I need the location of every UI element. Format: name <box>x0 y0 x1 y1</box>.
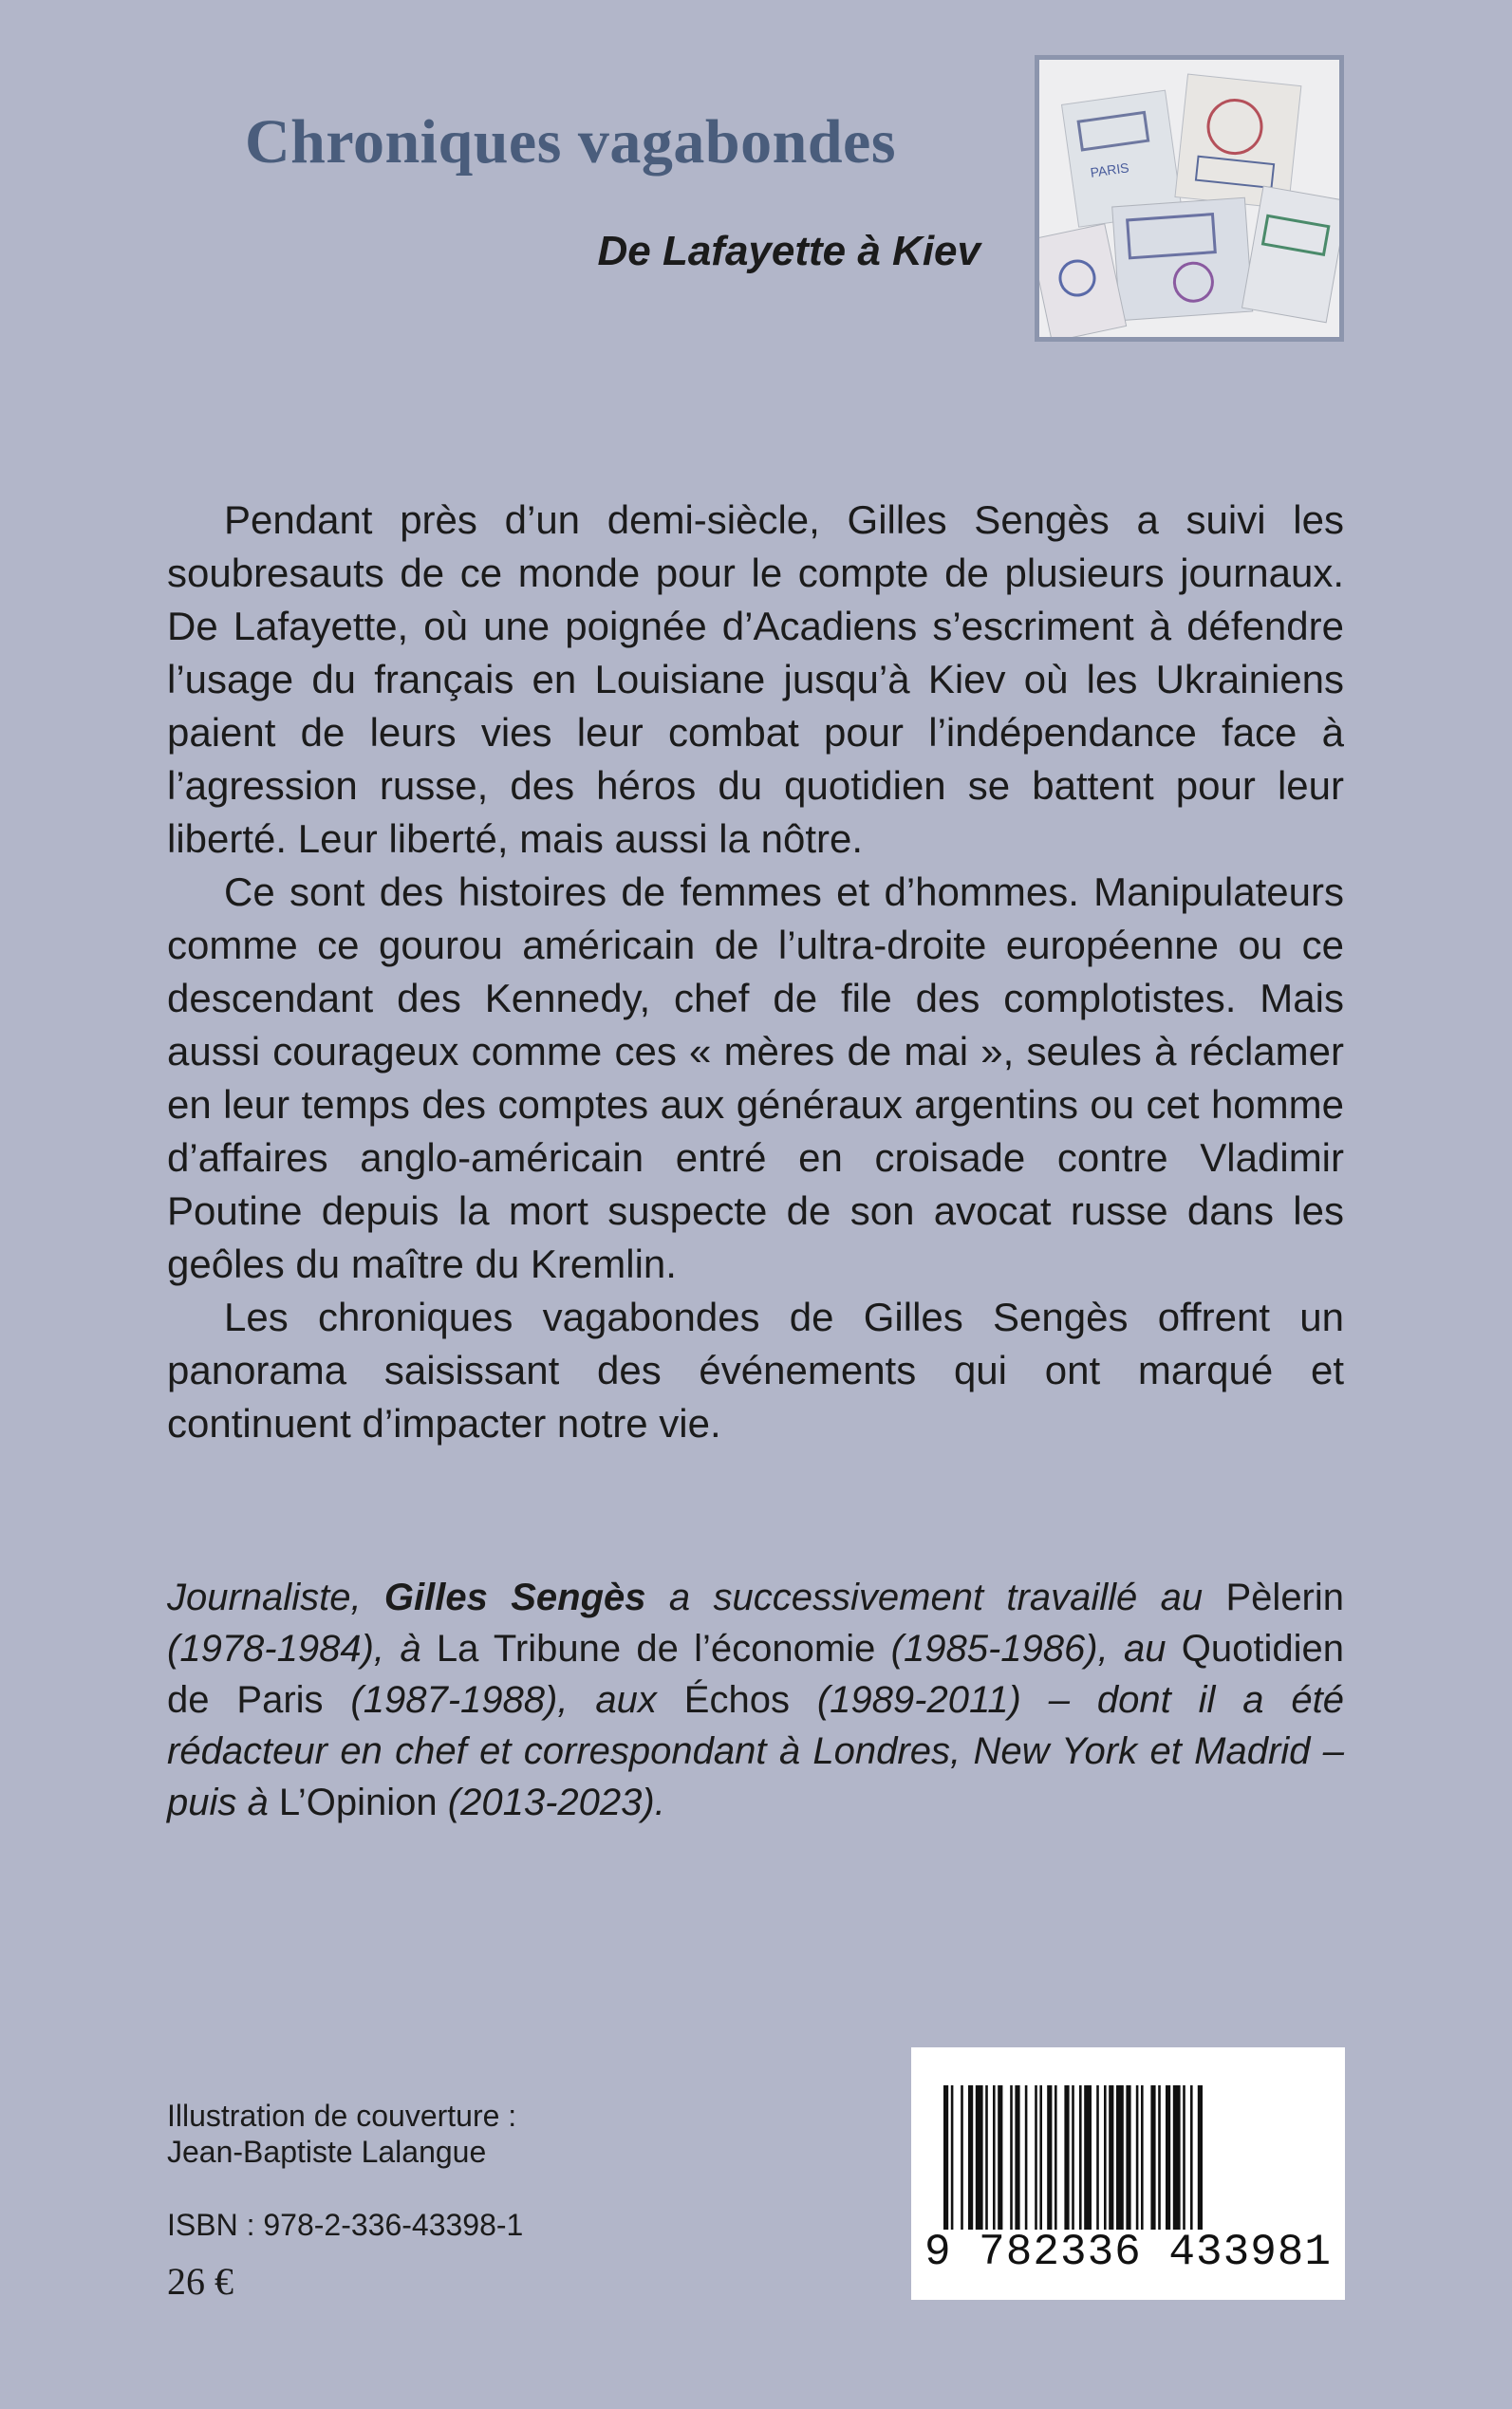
barcode-bar <box>1096 2085 1099 2230</box>
bio-text: (2013-2023). <box>437 1782 665 1823</box>
barcode-bar <box>1183 2085 1185 2230</box>
barcode-bar <box>998 2085 1002 2230</box>
book-subtitle: De Lafayette à Kiev <box>597 228 980 274</box>
author-bio <box>167 1572 1344 1828</box>
blurb-paragraph: Les chroniques vagabondes de Gilles Sengès offrent un panorama saisissant des événements qui ont marqué et continuent d’impacter notre vie. <box>167 1295 1344 1446</box>
barcode-bar <box>1025 2085 1028 2230</box>
barcode-bar <box>985 2085 988 2230</box>
barcode-bar <box>968 2085 973 2230</box>
bio-text: (1978-1984), à <box>167 1628 437 1670</box>
isbn: ISBN : 978-2-336-43398-1 <box>167 2208 524 2242</box>
publication-name: La Tribune de l’économie <box>436 1628 876 1670</box>
book-title: Chroniques vagabondes <box>245 107 897 177</box>
barcode-bar <box>1079 2085 1082 2230</box>
barcode-bar <box>1126 2085 1130 2230</box>
barcode-bar <box>1190 2085 1193 2230</box>
barcode-bar <box>1104 2085 1107 2230</box>
barcode-bar <box>1173 2085 1181 2230</box>
publication-name: L’Opinion <box>278 1782 438 1823</box>
barcode-bar <box>1141 2085 1144 2230</box>
publication-name: Quotidien de Paris <box>167 1628 1345 1721</box>
svg-text:PARIS: PARIS <box>1089 159 1130 180</box>
credits-artist: Jean-Baptiste Lalangue <box>167 2135 487 2169</box>
barcode-bar <box>951 2085 954 2230</box>
author-name: Gilles Sengès <box>383 1577 646 1618</box>
barcode <box>911 2047 1345 2300</box>
bio-text: (1989-2011) – dont il a été rédacteur en chef et correspondant à Londres, New York et Madrid – puis à <box>167 1679 1344 1823</box>
barcode-number: 9 782336 433981 <box>924 2228 1333 2277</box>
barcode-bar <box>1055 2085 1057 2230</box>
illustration-credits <box>167 2098 737 2170</box>
barcode-bar <box>1047 2085 1052 2230</box>
barcode-bar <box>1136 2085 1139 2230</box>
barcode-bar <box>1198 2085 1203 2230</box>
barcode-bar <box>1064 2085 1069 2230</box>
bio-text: a successivement travaillé au <box>645 1577 1226 1618</box>
publication-name: Pèlerin <box>1225 1577 1345 1618</box>
barcode-bar <box>961 2085 963 2230</box>
publication-name: Échos <box>683 1679 790 1721</box>
barcode-bar <box>1010 2085 1013 2230</box>
passport-stamps-image <box>1035 55 1344 342</box>
barcode-bar <box>1072 2085 1074 2230</box>
barcode-bar <box>1109 2085 1113 2230</box>
bio-text: (1985-1986), au <box>875 1628 1182 1670</box>
barcode-bars <box>940 2085 1319 2230</box>
barcode-bar <box>993 2085 996 2230</box>
barcode-bar <box>1158 2085 1161 2230</box>
barcode-bar <box>1116 2085 1124 2230</box>
blurb-text <box>167 494 1344 1450</box>
barcode-bar <box>1150 2085 1155 2230</box>
bio-text: (1987-1988), aux <box>323 1679 684 1721</box>
barcode-bar <box>1084 2085 1092 2230</box>
credits-label: Illustration de couverture : <box>167 2099 517 2133</box>
barcode-bar <box>1035 2085 1037 2230</box>
barcode-bar <box>1015 2085 1019 2230</box>
passport-stamps-illustration <box>1039 60 1339 337</box>
barcode-bar <box>976 2085 983 2230</box>
barcode-bar <box>1166 2085 1170 2230</box>
price: 26 € <box>167 2260 233 2303</box>
blurb-paragraph: Pendant près d’un demi-siècle, Gilles Sengès a suivi les soubresauts de ce monde pour le compte de plusieurs journaux. De Lafayette, où une poignée d’Acadiens s’escriment à défendre l’usage du français en Louisiane jusqu’à Kiev où les Ukrainiens paient de leurs vies leur combat pour l’indépendance face à l’agression russe, des héros du quotidien se battent pour leur liberté. Leur liberté, mais aussi la nôtre. <box>167 497 1344 861</box>
blurb-paragraph: Ce sont des histoires de femmes et d’hommes. Manipulateurs comme ce gourou américain de l’ultra-droite européenne ou ce descendant des Kennedy, chef de file des complotistes. Mais aussi courageux comme ces « mères de mai », seules à réclamer en leur temps des comptes aux généraux argentins ou cet homme d’affaires anglo-américain entré en croisade contre Vladimir Poutine depuis la mort suspecte de son avocat russe dans les geôles du maître du Kremlin. <box>167 869 1344 1286</box>
barcode-bar <box>943 2085 948 2230</box>
barcode-bar <box>1039 2085 1042 2230</box>
bio-text: Journaliste, <box>167 1577 384 1618</box>
